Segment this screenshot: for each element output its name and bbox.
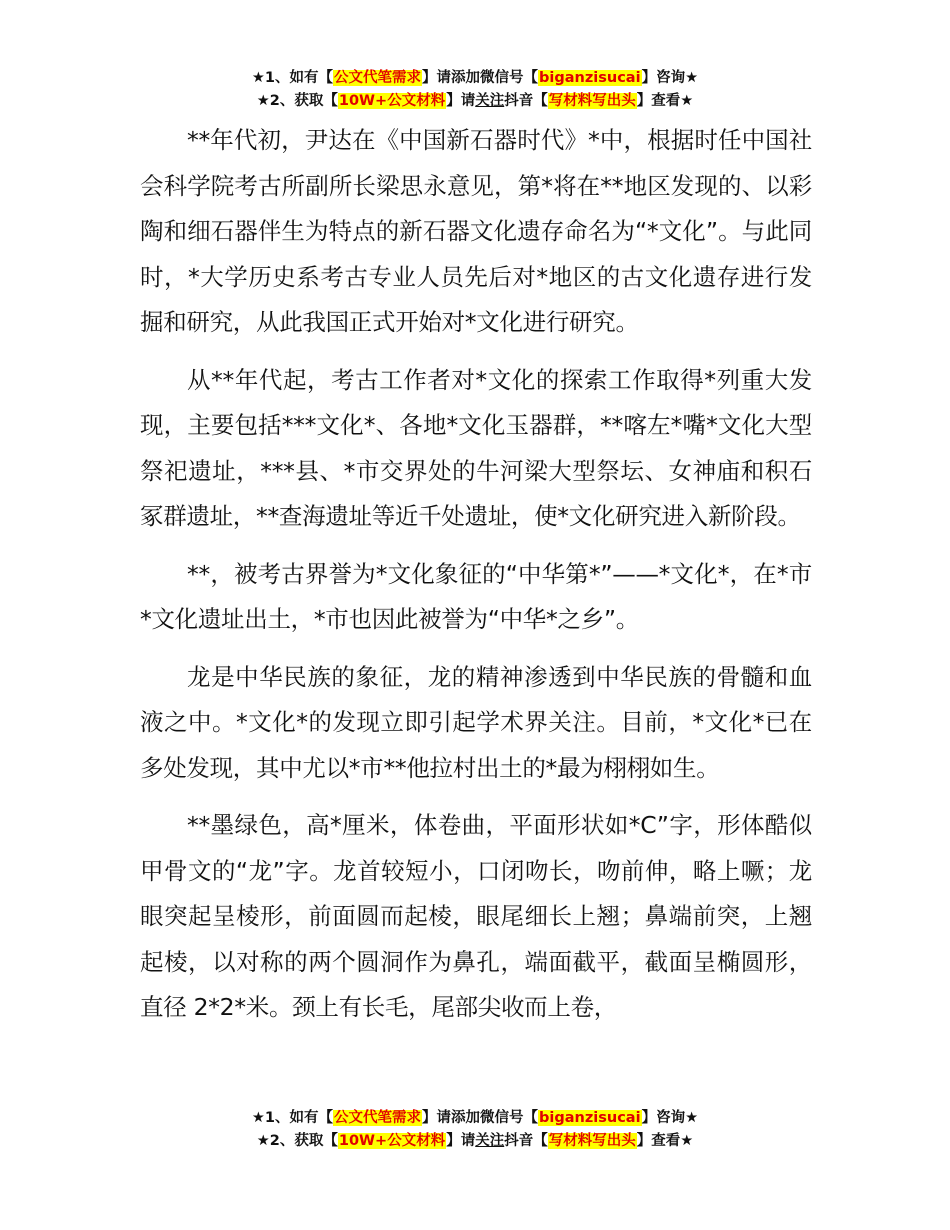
paragraph-1: **年代初，尹达在《中国新石器时代》*中，根据时任中国社会科学院考古所副所长梁思永意见，第*将在**地区发现的、以彩陶和细石器伴生为特点的新石器文化遗存命名为“*文化”。与此同时，*大学历史系考古专业人员先后对*地区的古文化遗存进行发掘和研究，从此我国正式开始对*文化进行研究。 <box>140 126 812 336</box>
highlight-materials: 10W+公文材料 <box>338 93 446 109</box>
follow-underlined: 关注 <box>475 1133 505 1149</box>
douyin-account: 写材料写出头 <box>548 1133 636 1149</box>
wechat-id: biganzisucai <box>539 1110 641 1126</box>
douyin-account: 写材料写出头 <box>548 93 636 109</box>
paragraph-3: **，被考古界誉为*文化象征的“中华第*”——*文化*，在*市*文化遗址出土，*市也因此被誉为“中华*之乡”。 <box>140 559 812 633</box>
follow-underlined: 关注 <box>475 93 505 109</box>
paragraph-4: 龙是中华民族的象征，龙的精神渗透到中华民族的骨髓和血液之中。*文化*的发现立即引起学术界关注。目前，*文化*已在多处发现，其中尤以*市**他拉村出土的*最为栩栩如生。 <box>140 662 812 782</box>
paragraph-5: **墨绿色，高*厘米，体卷曲，平面形状如*C”字，形体酷似甲骨文的“龙”字。龙首较短小，口闭吻长，吻前伸，略上噘；龙眼突起呈棱形，前面圆而起棱，眼尾细长上翘；鼻端前突，上翘起棱，以对称的两个圆洞作为鼻孔，端面截平，截面呈椭圆形，直径 2*2*米。颈上有长毛，尾部尖收而上卷， <box>140 811 812 1021</box>
highlight-ghostwriting: 公文代笔需求 <box>334 1110 422 1126</box>
header-banner <box>0 67 950 113</box>
footer-line-1: ★1、如有【公文代笔需求】请添加微信号【biganzisucai】咨询★ <box>251 1110 699 1126</box>
highlight-materials: 10W+公文材料 <box>338 1133 446 1149</box>
header-line-1: ★1、如有【公文代笔需求】请添加微信号【biganzisucai】咨询★ <box>251 70 699 86</box>
highlight-ghostwriting: 公文代笔需求 <box>334 70 422 86</box>
document-body <box>140 118 812 1031</box>
footer-line-2: ★2、获取【10W+公文材料】请关注抖音【写材料写出头】查看★ <box>256 1133 694 1149</box>
wechat-id: biganzisucai <box>539 70 641 86</box>
header-line-2: ★2、获取【10W+公文材料】请关注抖音【写材料写出头】查看★ <box>256 93 694 109</box>
footer-banner <box>0 1107 950 1153</box>
paragraph-2: 从**年代起，考古工作者对*文化的探索工作取得*列重大发现，主要包括***文化*、各地*文化玉器群，**喀左*嘴*文化大型祭祀遗址，***县、*市交界处的牛河梁大型祭坛、女神庙和积石冢群遗址，**查海遗址等近千处遗址，使*文化研究进入新阶段。 <box>140 365 812 530</box>
